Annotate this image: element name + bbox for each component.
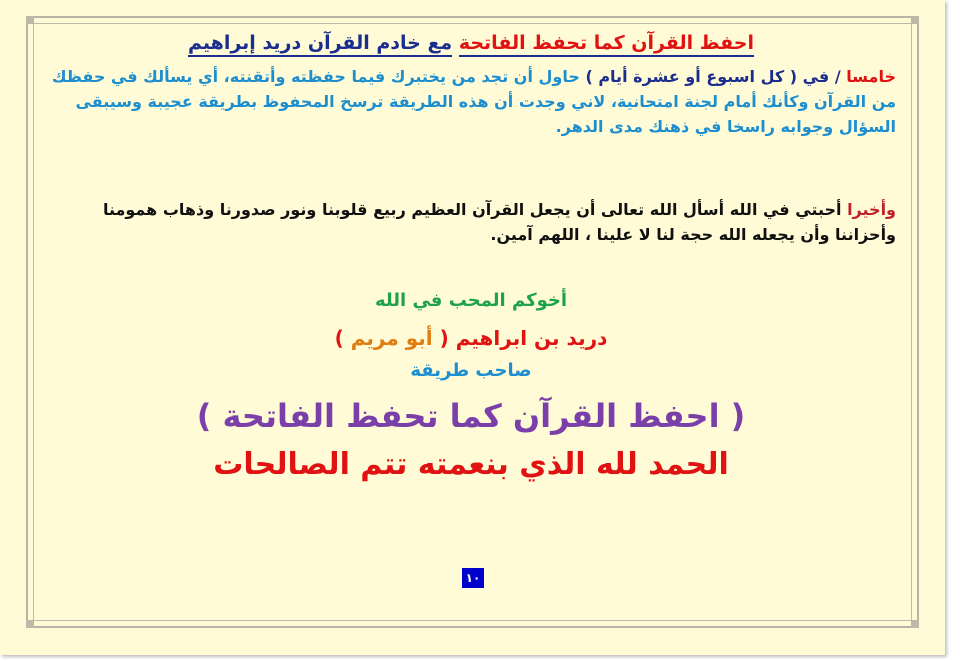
- corner-ornament: [26, 16, 34, 24]
- corner-ornament: [911, 620, 919, 628]
- signature-brother: أخوكم المحب في الله: [374, 290, 568, 311]
- paragraph-lead: وأخيرا: [847, 200, 896, 219]
- paragraph-slash: / في: [797, 67, 847, 86]
- title-part-navy: مع خادم القرآن دريد إبراهيم: [188, 32, 452, 57]
- document-body: [40, 28, 902, 486]
- paragraph-fifth: [40, 64, 896, 139]
- paragraph-bracket: ( كل اسبوع أو عشرة أيام ): [585, 67, 798, 86]
- paragraph-text: أحبتي في الله أسأل الله تعالى أن يجعل القرآن العظيم ربيع قلوبنا ونور صدورنا وذهاب همومنا وأحزاننا وأن يجعله الله حجة لنا لا علينا ، اللهم آمين.: [102, 200, 896, 244]
- title-part-red: احفظ القرآن كما تحفظ الفاتحة: [459, 32, 754, 57]
- author-kunya: أبو مريم: [350, 326, 433, 350]
- paren: ): [334, 326, 351, 350]
- method-title: ( احفظ القرآن كما تحفظ الفاتحة ): [196, 397, 746, 435]
- signature-name: [40, 324, 902, 352]
- closing-line: الحمد لله الذي بنعمته تتم الصالحات: [213, 447, 729, 482]
- corner-ornament: [911, 16, 919, 24]
- corner-ornament: [26, 620, 34, 628]
- paragraph-finally: [40, 197, 896, 247]
- paragraph-lead: خامسا: [846, 67, 896, 86]
- paren: (: [432, 326, 456, 350]
- paragraph-text: حاول أن تجد من يختبرك فيما حفظته وأتقنته، أي يسألك في حفظك من القرآن وكأنك أمام لجنة امتحانية، لاني وجدت أن هذه الطريقة ترسخ المحفوظ بطريقة عجيبة وسيبقى السؤال وجوابه راسخا في ذهنك مدى الدهر.: [51, 67, 896, 136]
- page-number: ١٠: [462, 568, 484, 588]
- author-name: دريد بن ابراهيم: [455, 326, 608, 350]
- signature-role: صاحب طريقة: [410, 360, 532, 381]
- page-title: [40, 30, 902, 56]
